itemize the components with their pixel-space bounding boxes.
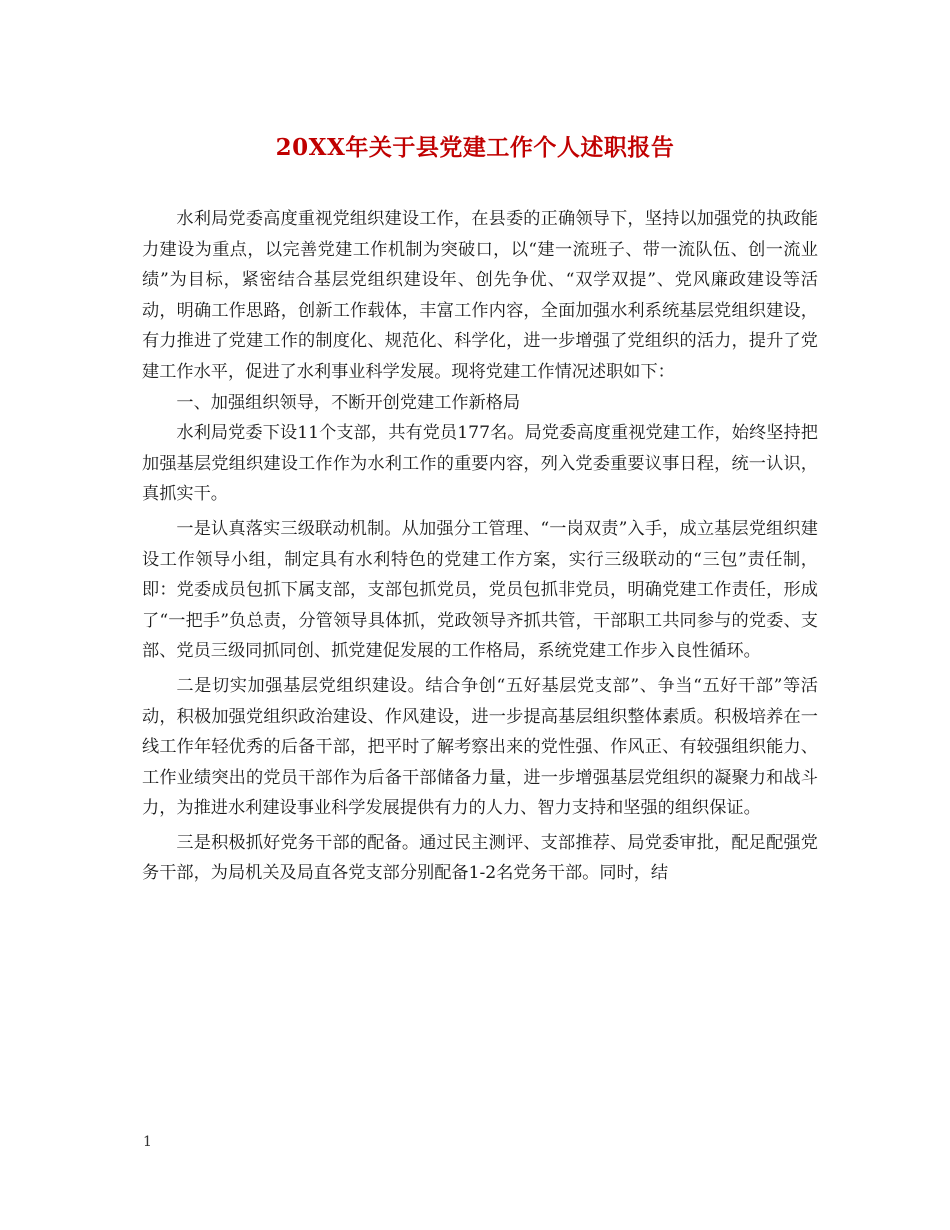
document-title: 20XX年关于县党建工作个人述职报告 (275, 134, 675, 161)
section-heading-1: 一、加强组织领导，不断开创党建工作新格局 (176, 392, 521, 413)
paragraph-branches: 水利局党委下设11个支部，共有党员177名。局党委高度重视党建工作，始终坚持把加强基层党组织建设工作作为水利工作的重要内容，列入党委重要议事日程，统一认识，真抓实干。 (142, 423, 818, 505)
paragraph-intro: 水利局党委高度重视党组织建设工作，在县委的正确领导下，坚持以加强党的执政能力建设为重点，以完善党建工作机制为突破口，以“建一流班子、带一流队伍、创一流业绩”为目标，紧密结合基层党组织建设年、创先争优、“双学双提”、党风廉政建设等活动，明确工作思路，创新工作载体，丰富工作内容，全面加强水利系统基层党组织建设，有力推进了党建工作的制度化、规范化、科学化，进一步增强了党组织的活力，提升了党建工作水平，促进了水利事业科学发展。现将党建工作情况述职如下： (142, 209, 818, 382)
paragraph-point-2: 二是切实加强基层党组织建设。结合争创“五好基层党支部”、争当“五好干部”等活动，积极加强党组织政治建设、作风建设，进一步提高基层组织整体素质。积极培养在一线工作年轻优秀的后备干部，把平时了解考察出来的党性强、作风正、有较强组织能力、工作业绩突出的党员干部作为后备干部储备力量，进一步增强基层党组织的凝聚力和战斗力，为推进水利建设事业科学发展提供有力的人力、智力支持和坚强的组织保证。 (142, 675, 818, 819)
paragraph-point-1: 一是认真落实三级联动机制。从加强分工管理、“一岗双责”入手，成立基层党组织建设工作领导小组，制定具有水利特色的党建工作方案，实行三级联动的“三包”责任制，即：党委成员包抓下属支部，支部包抓党员，党员包抓非党员，明确党建工作责任，形成了“一把手”负总责，分管领导具体抓，党政领导齐抓共管，干部职工共同参与的党委、支部、党员三级同抓同创、抓党建促发展的工作格局，系统党建工作步入良性循环。 (142, 518, 818, 662)
paragraph-point-3: 三是积极抓好党务干部的配备。通过民主测评、支部推荐、局党委审批，配足配强党务干部，为局机关及局直各党支部分别配备1-2名党务干部。同时，结 (142, 832, 818, 884)
page-number: 1 (143, 1134, 152, 1150)
document-body (142, 204, 818, 889)
